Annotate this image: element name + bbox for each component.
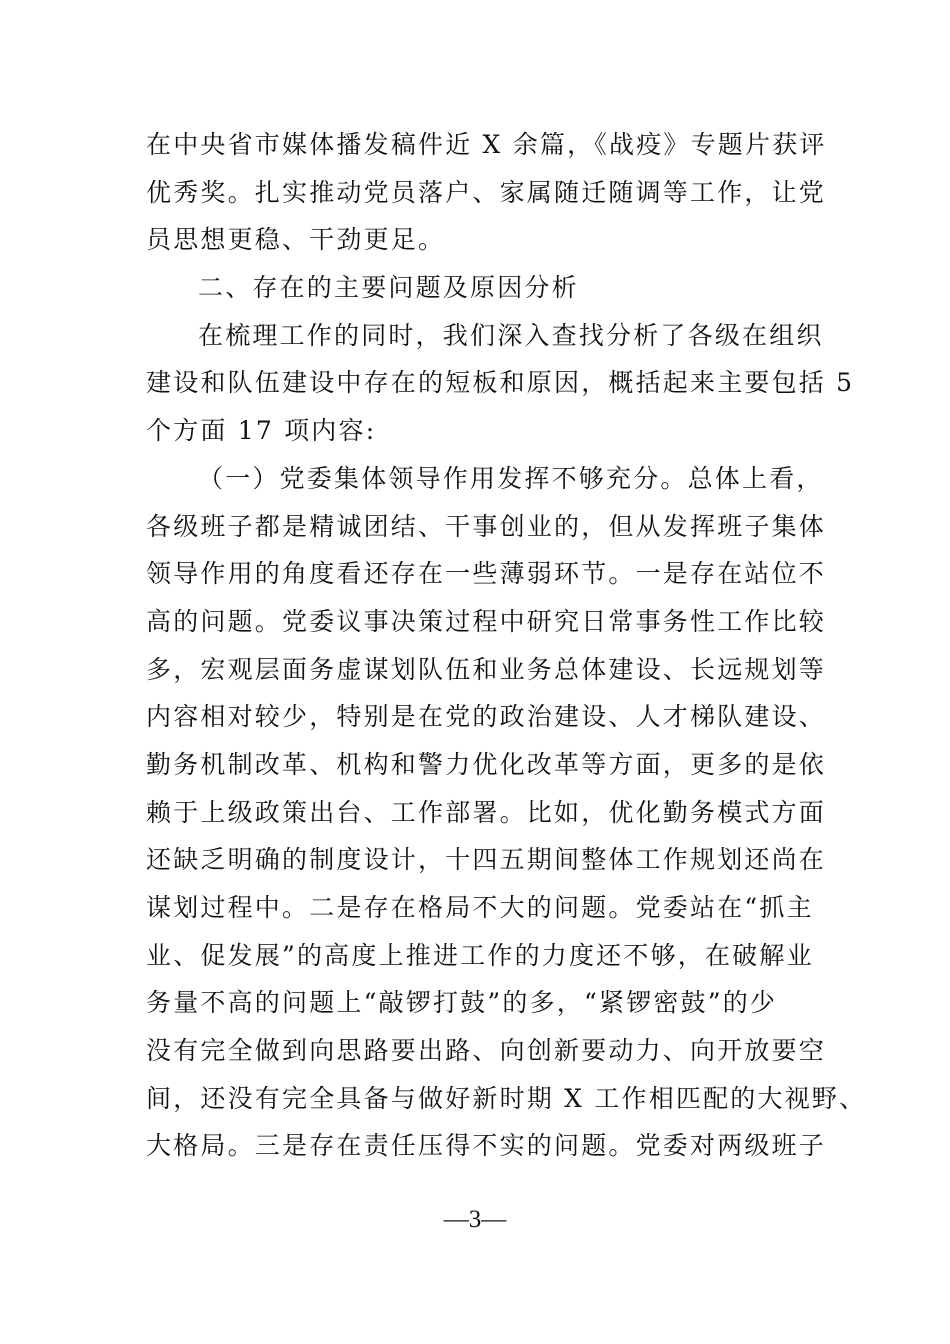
text-line: 员思想更稳、干劲更足。 — [146, 225, 446, 255]
text-line: 勤务机制改革、机构和警力优化改革等方面，更多的是依 — [146, 749, 827, 779]
text-line: 在中央省市媒体播发稿件近 X 余篇，《战疫》专题片获评 — [146, 130, 827, 159]
text-line: 领导作用的角度看还存在一些薄弱环节。一是存在站位不 — [146, 559, 827, 589]
text-line: 多，宏观层面务虚谋划队伍和业务总体建设、长远规划等 — [146, 654, 827, 684]
text-line: 优秀奖。扎实推动党员落户、家属随迁随调等工作，让党 — [146, 177, 827, 207]
text-line: 二、存在的主要问题及原因分析 — [198, 273, 579, 303]
text-line: 谋划过程中。二是存在格局不大的问题。党委站在“抓主 — [146, 893, 814, 922]
text-line: 在梳理工作的同时，我们深入查找分析了各级在组织 — [198, 320, 824, 350]
text-line: 业、促发展”的高度上推进工作的力度还不够，在破解业 — [146, 940, 814, 970]
text-line: 赖于上级政策出台、工作部署。比如，优化勤务模式方面 — [146, 797, 827, 827]
page-number: —3— — [443, 1206, 507, 1233]
document-body — [146, 121, 867, 1170]
text-line: 大格局。三是存在责任压得不实的问题。党委对两级班子 — [146, 1131, 827, 1161]
text-line: 各级班子都是精诚团结、干事创业的，但从发挥班子集体 — [146, 511, 827, 541]
text-line: 高的问题。党委议事决策过程中研究日常事务性工作比较 — [146, 606, 827, 636]
text-line: 没有完全做到向思路要出路、向创新要动力、向开放要空 — [146, 1036, 827, 1066]
text-line: （一）党委集体领导作用发挥不够充分。总体上看， — [198, 463, 824, 493]
text-line: 还缺乏明确的制度设计，十四五期间整体工作规划还尚在 — [146, 845, 827, 875]
text-line: 建设和队伍建设中存在的短板和原因，概括起来主要包括 5 — [146, 368, 855, 398]
text-line: 内容相对较少，特别是在党的政治建设、人才梯队建设、 — [146, 702, 827, 732]
text-line: 务量不高的问题上“敲锣打鼓”的多，“紧锣密鼓”的少 — [146, 988, 778, 1018]
text-line: 个方面 17 项内容: — [146, 416, 377, 446]
text-line: 间，还没有完全具备与做好新时期 X 工作相匹配的大视野、 — [146, 1083, 867, 1113]
